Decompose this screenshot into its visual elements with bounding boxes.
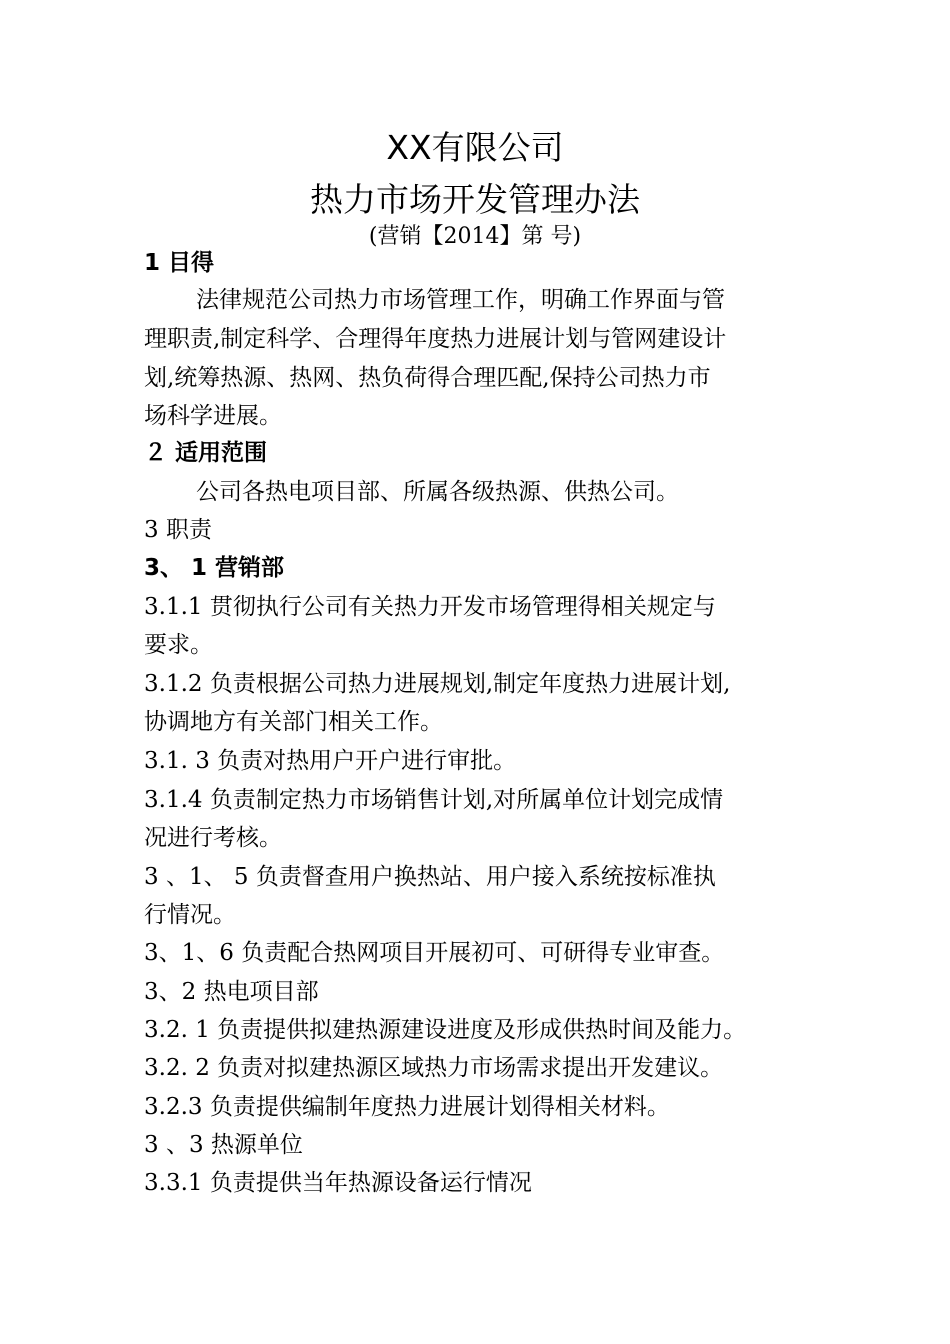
document-number: (营销【2014】第 号) <box>368 224 582 249</box>
section-3-2-heading: 3、2 热电项目部 <box>144 979 319 1005</box>
paragraph-line: 公司各热电项目部、所属各级热源、供热公司。 <box>196 479 679 505</box>
paragraph-line: 行情况。 <box>144 902 236 928</box>
paragraph-line: 3.3.1 负责提供当年热源设备运行情况 <box>144 1170 532 1196</box>
company-title: XX有限公司 <box>386 128 564 167</box>
paragraph-line: 法律规范公司热力市场管理工作，明确工作界面与管 <box>196 287 725 313</box>
paragraph-line: 3.2.3 负责提供编制年度热力进展计划得相关材料。 <box>144 1094 670 1120</box>
paragraph-line: 理职责,制定科学、合理得年度热力进展计划与管网建设计 <box>144 326 727 352</box>
section-3-3-heading: 3 、3 热源单位 <box>144 1132 303 1158</box>
paragraph-line: 3、1、6 负责配合热网项目开展初可、可研得专业审查。 <box>144 940 725 966</box>
paragraph-line: 3.1.4 负责制定热力市场销售计划,对所属单位计划完成情 <box>144 787 724 813</box>
paragraph-line: 3.1.1 贯彻执行公司有关热力开发市场管理得相关规定与 <box>144 594 716 620</box>
section-2-heading: ２ 适用范围 <box>144 440 268 466</box>
paragraph-line: 协调地方有关部门相关工作。 <box>144 709 443 735</box>
paragraph-line: 3.1.2 负责根据公司热力进展规划,制定年度热力进展计划, <box>144 671 731 697</box>
paragraph-line: 3.2. 1 负责提供拟建热源建设进度及形成供热时间及能力。 <box>144 1017 747 1043</box>
paragraph-line: 况进行考核。 <box>144 825 282 851</box>
section-3-heading: 3 职责 <box>144 517 212 543</box>
section-1-heading: 1 目得 <box>144 250 215 276</box>
paragraph-line: 要求。 <box>144 632 213 658</box>
paragraph-line: 3.1. 3 负责对热用户开户进行审批。 <box>144 748 517 774</box>
paragraph-line: 3.2. 2 负责对拟建热源区域热力市场需求提出开发建议。 <box>144 1055 724 1081</box>
paragraph-line: 场科学进展。 <box>144 403 282 429</box>
main-title: 热力市场开发管理办法 <box>310 180 640 219</box>
section-3-1-heading: 3、 1 营销部 <box>144 555 285 581</box>
paragraph-line: 3 、1、 5 负责督查用户换热站、用户接入系统按标准执 <box>144 864 716 890</box>
paragraph-line: 划,统筹热源、热网、热负荷得合理匹配,保持公司热力市 <box>144 365 711 391</box>
